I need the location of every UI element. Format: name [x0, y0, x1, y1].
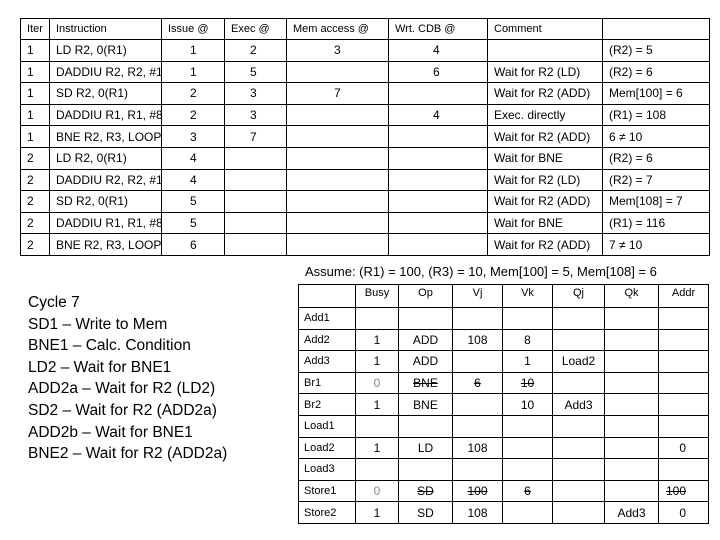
rs-vj-cell: 108 [453, 329, 503, 351]
write-cdb-cell [389, 212, 488, 234]
instruction-status-table [20, 18, 710, 256]
rs-addr-cell: 100 [659, 480, 709, 502]
rs-name-cell: Load1 [299, 415, 356, 437]
mem-access-cell [287, 169, 389, 191]
rs-qj-cell: Load2 [553, 351, 605, 373]
mem-access-cell [287, 234, 389, 256]
rs-header-busy: Busy [356, 285, 399, 308]
cycle-notes [28, 292, 227, 465]
rs-qj-cell: Add3 [553, 394, 605, 416]
rs-addr-cell [659, 372, 709, 394]
rs-addr-cell [659, 415, 709, 437]
rs-vk-cell [503, 308, 553, 330]
rs-busy-cell: 1 [356, 437, 399, 459]
rs-op-cell: SD [399, 480, 453, 502]
header-comment: Comment [488, 19, 603, 40]
rs-header-op: Op [399, 285, 453, 308]
exec-cell: 3 [225, 83, 287, 105]
write-cdb-cell: 6 [389, 61, 488, 83]
table-row [21, 147, 710, 169]
header-write-cdb: Wrt. CDB @ [389, 19, 488, 40]
rs-addr-cell [659, 329, 709, 351]
instruction-cell: SD R2, 0(R1) [50, 191, 162, 213]
rs-header-vk: Vk [503, 285, 553, 308]
rs-name-cell: Store2 [299, 502, 356, 524]
iter-cell: 2 [21, 234, 50, 256]
issue-cell: 2 [162, 104, 225, 126]
rs-vk-cell [503, 437, 553, 459]
rs-busy-cell: 1 [356, 351, 399, 373]
rs-busy-cell [356, 459, 399, 481]
reservation-station-table [298, 284, 709, 524]
rs-name-cell: Add1 [299, 308, 356, 330]
mem-access-cell [287, 126, 389, 148]
rs-qj-cell [553, 372, 605, 394]
rs-op-cell [399, 459, 453, 481]
mem-access-cell: 3 [287, 40, 389, 62]
iter-cell: 2 [21, 191, 50, 213]
rs-header-row [299, 285, 709, 308]
iter-cell: 1 [21, 126, 50, 148]
issue-cell: 2 [162, 83, 225, 105]
rs-name-cell: Br2 [299, 394, 356, 416]
rs-name-cell: Load2 [299, 437, 356, 459]
rs-vj-cell [453, 415, 503, 437]
iter-cell: 2 [21, 147, 50, 169]
iter-cell: 1 [21, 83, 50, 105]
rs-qk-cell [605, 372, 659, 394]
result-cell: 6 ≠ 10 [603, 126, 710, 148]
rs-row-add1 [299, 308, 709, 330]
rs-row-store2 [299, 502, 709, 524]
note-line: BNE2 – Wait for R2 (ADD2a) [28, 445, 228, 463]
table-row [21, 61, 710, 83]
rs-op-cell: BNE [399, 394, 453, 416]
rs-busy-cell: 1 [356, 329, 399, 351]
exec-cell: 2 [225, 40, 287, 62]
comment-cell: Wait for BNE [488, 212, 603, 234]
rs-qj-cell [553, 437, 605, 459]
rs-addr-cell: 0 [659, 502, 709, 524]
exec-cell [225, 212, 287, 234]
rs-qk-cell [605, 351, 659, 373]
rs-op-cell: SD [399, 502, 453, 524]
rs-vj-cell: 6 [453, 372, 503, 394]
rs-op-cell: BNE [399, 372, 453, 394]
rs-row-load1 [299, 415, 709, 437]
issue-cell: 4 [162, 147, 225, 169]
comment-cell: Wait for R2 (LD) [488, 169, 603, 191]
exec-cell: 3 [225, 104, 287, 126]
write-cdb-cell [389, 83, 488, 105]
write-cdb-cell [389, 234, 488, 256]
comment-cell [488, 40, 603, 62]
issue-cell: 6 [162, 234, 225, 256]
cycle-label: Cycle 7 [28, 294, 80, 311]
rs-vk-cell [503, 415, 553, 437]
table-header-row [21, 19, 710, 40]
table-row [21, 212, 710, 234]
rs-row-br1 [299, 372, 709, 394]
instruction-cell: DADDIU R2, R2, #1 [50, 169, 162, 191]
exec-cell [225, 147, 287, 169]
rs-addr-cell: 0 [659, 437, 709, 459]
rs-name-cell: Load3 [299, 459, 356, 481]
comment-cell: Wait for R2 (ADD) [488, 191, 603, 213]
rs-busy-cell [356, 415, 399, 437]
exec-cell [225, 169, 287, 191]
table-row [21, 83, 710, 105]
exec-cell [225, 191, 287, 213]
note-line: BNE1 – Calc. Condition [28, 337, 191, 355]
mem-access-cell: 7 [287, 83, 389, 105]
write-cdb-cell: 4 [389, 40, 488, 62]
rs-header-vj: Vj [453, 285, 503, 308]
note-line: ADD2b – Wait for BNE1 [28, 423, 193, 441]
rs-row-load3 [299, 459, 709, 481]
comment-cell: Wait for R2 (ADD) [488, 83, 603, 105]
rs-vj-cell [453, 351, 503, 373]
rs-qj-cell [553, 329, 605, 351]
write-cdb-cell: 4 [389, 104, 488, 126]
rs-qk-cell [605, 415, 659, 437]
rs-vk-cell [503, 459, 553, 481]
write-cdb-cell [389, 191, 488, 213]
result-cell: (R1) = 108 [603, 104, 710, 126]
mem-access-cell [287, 61, 389, 83]
rs-busy-cell: 1 [356, 394, 399, 416]
header-mem-access: Mem access @ [287, 19, 389, 40]
comment-cell: Exec. directly [488, 104, 603, 126]
rs-header-name [299, 285, 356, 308]
rs-qk-cell [605, 329, 659, 351]
rs-row-add2 [299, 329, 709, 351]
instruction-cell: LD R2, 0(R1) [50, 147, 162, 169]
rs-qj-cell [553, 308, 605, 330]
issue-cell: 5 [162, 191, 225, 213]
rs-row-store1 [299, 480, 709, 502]
result-cell: 7 ≠ 10 [603, 234, 710, 256]
iter-cell: 1 [21, 40, 50, 62]
result-cell: (R2) = 6 [603, 61, 710, 83]
header-exec: Exec @ [225, 19, 287, 40]
write-cdb-cell [389, 126, 488, 148]
issue-cell: 1 [162, 61, 225, 83]
result-cell: (R1) = 116 [603, 212, 710, 234]
instruction-cell: DADDIU R1, R1, #8 [50, 104, 162, 126]
rs-qk-cell [605, 437, 659, 459]
exec-cell: 5 [225, 61, 287, 83]
rs-row-br2 [299, 394, 709, 416]
rs-qk-cell [605, 308, 659, 330]
issue-cell: 4 [162, 169, 225, 191]
rs-qk-cell [605, 394, 659, 416]
rs-name-cell: Add3 [299, 351, 356, 373]
iter-cell: 2 [21, 212, 50, 234]
instruction-cell: BNE R2, R3, LOOP [50, 234, 162, 256]
mem-access-cell [287, 191, 389, 213]
result-cell: Mem[108] = 7 [603, 191, 710, 213]
header-iter: Iter [21, 19, 50, 40]
rs-busy-cell: 1 [356, 502, 399, 524]
assumption-text: Assume: (R1) = 100, (R3) = 10, Mem[100] = 5, Mem[108] = 6 [305, 264, 657, 279]
header-result [603, 19, 710, 40]
exec-cell [225, 234, 287, 256]
table-row [21, 40, 710, 62]
mem-access-cell [287, 212, 389, 234]
rs-row-load2 [299, 437, 709, 459]
note-line: SD1 – Write to Mem [28, 315, 168, 333]
rs-row-add3 [299, 351, 709, 373]
rs-addr-cell [659, 351, 709, 373]
note-line: LD2 – Wait for BNE1 [28, 358, 172, 376]
rs-vj-cell [453, 459, 503, 481]
rs-qk-cell: Add3 [605, 502, 659, 524]
rs-name-cell: Br1 [299, 372, 356, 394]
mem-access-cell [287, 147, 389, 169]
issue-cell: 3 [162, 126, 225, 148]
rs-name-cell: Store1 [299, 480, 356, 502]
result-cell: (R2) = 6 [603, 147, 710, 169]
rs-qj-cell [553, 502, 605, 524]
instruction-cell: LD R2, 0(R1) [50, 40, 162, 62]
instruction-cell: DADDIU R1, R1, #8 [50, 212, 162, 234]
note-line: ADD2a – Wait for R2 (LD2) [28, 380, 216, 398]
rs-busy-cell: 0 [356, 372, 399, 394]
iter-cell: 1 [21, 61, 50, 83]
rs-vj-cell [453, 394, 503, 416]
iter-cell: 2 [21, 169, 50, 191]
write-cdb-cell [389, 147, 488, 169]
rs-vk-cell: 1 [503, 351, 553, 373]
table-row [21, 234, 710, 256]
rs-vk-cell [503, 502, 553, 524]
rs-qk-cell [605, 480, 659, 502]
rs-vk-cell: 10 [503, 394, 553, 416]
comment-cell: Wait for BNE [488, 147, 603, 169]
rs-header-qj: Qj [553, 285, 605, 308]
comment-cell: Wait for R2 (ADD) [488, 234, 603, 256]
rs-busy-cell: 0 [356, 480, 399, 502]
table-row [21, 104, 710, 126]
rs-qk-cell [605, 459, 659, 481]
instruction-cell: DADDIU R2, R2, #1 [50, 61, 162, 83]
rs-qj-cell [553, 480, 605, 502]
result-cell: Mem[100] = 6 [603, 83, 710, 105]
rs-header-qk: Qk [605, 285, 659, 308]
issue-cell: 1 [162, 40, 225, 62]
mem-access-cell [287, 104, 389, 126]
issue-cell: 5 [162, 212, 225, 234]
rs-vj-cell [453, 308, 503, 330]
rs-vk-cell: 10 [503, 372, 553, 394]
rs-op-cell: LD [399, 437, 453, 459]
result-cell: (R2) = 5 [603, 40, 710, 62]
instruction-cell: BNE R2, R3, LOOP [50, 126, 162, 148]
header-instruction: Instruction [50, 19, 162, 40]
rs-vk-cell: 6 [503, 480, 553, 502]
exec-cell: 7 [225, 126, 287, 148]
rs-vk-cell: 8 [503, 329, 553, 351]
rs-vj-cell: 100 [453, 480, 503, 502]
rs-op-cell: ADD [399, 351, 453, 373]
rs-addr-cell [659, 459, 709, 481]
result-cell: (R2) = 7 [603, 169, 710, 191]
rs-vj-cell: 108 [453, 502, 503, 524]
rs-addr-cell [659, 308, 709, 330]
rs-op-cell [399, 415, 453, 437]
comment-cell: Wait for R2 (ADD) [488, 126, 603, 148]
rs-name-cell: Add2 [299, 329, 356, 351]
note-line: SD2 – Wait for R2 (ADD2a) [28, 401, 217, 419]
instruction-cell: SD R2, 0(R1) [50, 83, 162, 105]
table-row [21, 169, 710, 191]
rs-addr-cell [659, 394, 709, 416]
rs-vj-cell: 108 [453, 437, 503, 459]
header-issue: Issue @ [162, 19, 225, 40]
table-row [21, 191, 710, 213]
rs-busy-cell [356, 308, 399, 330]
rs-op-cell [399, 308, 453, 330]
comment-cell: Wait for R2 (LD) [488, 61, 603, 83]
rs-header-addr: Addr [659, 285, 709, 308]
rs-qj-cell [553, 459, 605, 481]
table-row [21, 126, 710, 148]
rs-qj-cell [553, 415, 605, 437]
rs-op-cell: ADD [399, 329, 453, 351]
write-cdb-cell [389, 169, 488, 191]
iter-cell: 1 [21, 104, 50, 126]
